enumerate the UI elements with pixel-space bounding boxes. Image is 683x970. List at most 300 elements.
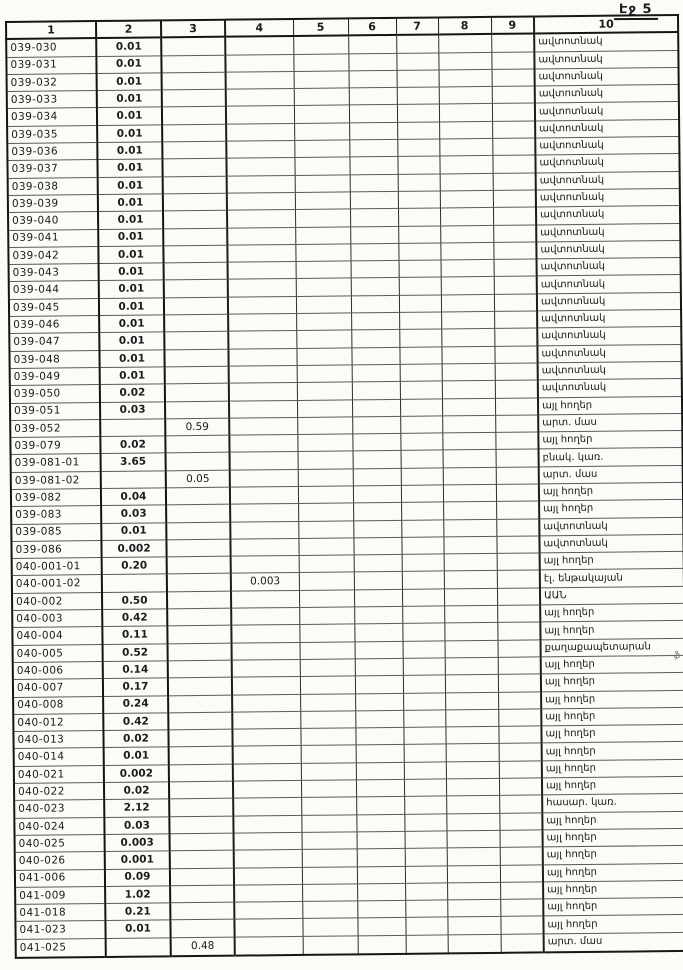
cell-empty: [492, 138, 535, 156]
cell-empty: [403, 710, 445, 728]
cell-empty: [404, 762, 446, 780]
cell-empty: [443, 519, 496, 537]
cell-area-col4: [229, 365, 297, 383]
cell-empty: [498, 691, 541, 709]
cell-area-col2: 0.42: [102, 609, 167, 627]
cell-empty: [403, 692, 445, 710]
cell-area-col4: [230, 521, 298, 539]
cell-empty: [494, 259, 537, 277]
cell-empty: [355, 658, 403, 676]
cell-area-col3: [163, 245, 227, 263]
cell-area-col3: [163, 228, 227, 246]
cell-empty: [396, 53, 438, 71]
cell-empty: [358, 935, 406, 954]
cell-land-use: ավտոտնակ: [536, 171, 680, 190]
cell-empty: [299, 590, 354, 608]
cell-area-col3: [170, 850, 234, 868]
cell-empty: [399, 312, 441, 330]
cell-empty: [297, 382, 352, 400]
cell-empty: [405, 883, 447, 901]
cell-land-use: ավտոտնակ: [535, 119, 679, 138]
cell-land-use: հասար. կառ.: [542, 794, 683, 813]
cell-area-col3: [170, 868, 234, 886]
cell-area-col4: [232, 642, 300, 660]
cell-empty: [399, 295, 441, 313]
cell-area-col3: [166, 522, 230, 540]
cell-area-col3: [162, 141, 226, 159]
cell-land-use: այլ հողեր: [541, 673, 683, 692]
cell-code: 039-082: [11, 489, 101, 507]
cell-empty: [448, 934, 501, 953]
cell-code: 041-009: [15, 886, 105, 904]
cell-code: 040-002: [12, 592, 102, 610]
cell-empty: [441, 277, 494, 295]
cell-area-col2: 0.01: [97, 142, 162, 160]
cell-empty: [445, 640, 498, 658]
cell-empty: [400, 364, 442, 382]
cell-empty: [438, 52, 491, 70]
cell-area-col2: 0.001: [105, 851, 170, 869]
cell-area-col4: [234, 867, 302, 885]
cell-code: 040-008: [13, 696, 103, 714]
cell-area-col4: [233, 780, 301, 798]
cell-land-use: այլ հողեր: [542, 759, 683, 778]
cell-code: 039-081-01: [11, 454, 101, 472]
cell-code: 039-079: [10, 437, 100, 455]
cell-land-use: ավտոտնակ: [537, 309, 681, 328]
cell-empty: [404, 744, 446, 762]
cell-code: 040-001-01: [12, 558, 102, 576]
cell-area-col3: [166, 539, 230, 557]
column-header-1: 1: [6, 21, 96, 39]
cell-area-col3: [168, 729, 232, 747]
cell-area-col4: [230, 452, 298, 470]
cell-empty: [498, 640, 541, 658]
cell-area-col4: [226, 106, 294, 124]
cell-area-col3: [167, 626, 231, 644]
cell-empty: [351, 295, 399, 313]
cell-empty: [403, 641, 445, 659]
cell-area-col2: [101, 471, 166, 489]
cell-area-col2: [100, 419, 165, 437]
cell-area-col2: 0.002: [101, 540, 166, 558]
cell-empty: [349, 88, 397, 106]
cell-area-col3: [167, 608, 231, 626]
cell-area-col3: [164, 297, 228, 315]
cell-area-col4: [230, 538, 298, 556]
cell-code: 040-023: [14, 800, 104, 818]
cell-area-col3: [166, 487, 230, 505]
cell-area-col3: [168, 660, 232, 678]
cell-code: 039-086: [11, 540, 101, 558]
cell-code: 040-004: [12, 627, 102, 645]
cell-area-col2: [106, 938, 171, 957]
scanned-sheet: [5, 14, 683, 959]
cell-empty: [298, 503, 353, 521]
cell-empty: [493, 207, 536, 225]
cell-empty: [445, 727, 498, 745]
cell-empty: [406, 935, 448, 954]
cell-area-col4: [228, 313, 296, 331]
cell-area-col2: 0.01: [100, 367, 165, 385]
cell-area-col4: [230, 469, 298, 487]
cell-area-col2: 0.01: [99, 280, 164, 298]
cell-empty: [293, 53, 348, 71]
cell-empty: [294, 157, 349, 175]
cell-area-col2: 0.11: [102, 626, 167, 644]
cell-code: 039-050: [10, 385, 100, 403]
cell-empty: [500, 916, 543, 934]
cell-area-col4: [226, 123, 294, 141]
cell-code: 039-038: [8, 177, 98, 195]
cell-empty: [402, 571, 444, 589]
cell-code: 040-006: [13, 661, 103, 679]
cell-empty: [298, 538, 353, 556]
cell-empty: [400, 433, 442, 451]
cell-empty: [356, 797, 404, 815]
cell-empty: [303, 936, 358, 955]
cell-empty: [405, 865, 447, 883]
cell-area-col2: 0.01: [97, 90, 162, 108]
cell-empty: [444, 588, 497, 606]
cell-empty: [441, 329, 494, 347]
cell-empty: [441, 260, 494, 278]
cell-empty: [442, 363, 495, 381]
cell-empty: [494, 294, 537, 312]
cell-empty: [354, 555, 402, 573]
cell-area-col3: 0.48: [171, 937, 235, 956]
cell-empty: [301, 780, 356, 798]
land-register-table: [5, 14, 683, 959]
cell-empty: [350, 191, 398, 209]
cell-area-col3: [167, 591, 231, 609]
cell-area-col4: [234, 850, 302, 868]
cell-empty: [356, 762, 404, 780]
cell-area-col2: 0.14: [103, 661, 168, 679]
handwritten-margin-mark: ֆ: [671, 650, 681, 662]
cell-area-col4: [228, 331, 296, 349]
cell-area-col2: 0.42: [103, 713, 168, 731]
cell-empty: [441, 311, 494, 329]
cell-empty: [398, 174, 440, 192]
cell-empty: [447, 899, 500, 917]
cell-empty: [402, 589, 444, 607]
cell-empty: [300, 728, 355, 746]
cell-code: 040-026: [15, 852, 105, 870]
cell-code: 041-025: [16, 938, 106, 958]
cell-empty: [295, 226, 350, 244]
column-header-9: 9: [491, 16, 534, 33]
cell-land-use: այլ հողեր: [543, 880, 683, 899]
cell-area-col4: [234, 902, 302, 920]
cell-empty: [497, 605, 540, 623]
cell-land-use: էլ. ենթակայան: [540, 569, 683, 588]
cell-empty: [439, 87, 492, 105]
cell-empty: [445, 709, 498, 727]
cell-empty: [352, 382, 400, 400]
cell-code: 039-042: [8, 246, 98, 264]
cell-empty: [399, 260, 441, 278]
cell-code: 040-005: [13, 644, 103, 662]
cell-empty: [355, 641, 403, 659]
cell-empty: [446, 761, 499, 779]
cell-empty: [440, 225, 493, 243]
cell-empty: [353, 537, 401, 555]
cell-area-col2: 0.17: [103, 678, 168, 696]
cell-empty: [295, 244, 350, 262]
cell-empty: [295, 175, 350, 193]
cell-area-col4: [227, 244, 295, 262]
cell-empty: [353, 485, 401, 503]
cell-empty: [300, 693, 355, 711]
cell-empty: [295, 192, 350, 210]
cell-empty: [442, 432, 495, 450]
cell-empty: [404, 796, 446, 814]
cell-empty: [357, 900, 405, 918]
cell-empty: [301, 814, 356, 832]
cell-empty: [493, 224, 536, 242]
cell-area-col2: 0.03: [100, 401, 165, 419]
cell-code: 039-037: [7, 160, 97, 178]
cell-empty: [302, 884, 357, 902]
cell-empty: [352, 364, 400, 382]
cell-land-use: այլ հողեր: [543, 863, 683, 882]
cell-code: 040-003: [12, 610, 102, 628]
cell-land-use: ավտոտնակ: [536, 206, 680, 225]
cell-land-use: արտ. մաս: [539, 465, 683, 484]
cell-area-col2: 0.01: [99, 315, 164, 333]
cell-empty: [446, 813, 499, 831]
cell-area-col3: 0.05: [166, 470, 230, 488]
cell-area-col3: [165, 435, 229, 453]
cell-area-col2: 0.01: [99, 263, 164, 281]
cell-empty: [499, 813, 542, 831]
cell-empty: [349, 139, 397, 157]
cell-area-col2: 0.50: [102, 592, 167, 610]
cell-empty: [350, 226, 398, 244]
cell-empty: [446, 796, 499, 814]
cell-code: 039-036: [7, 143, 97, 161]
cell-code: 039-041: [8, 229, 98, 247]
column-header-7: 7: [396, 17, 438, 34]
cell-empty: [401, 520, 443, 538]
cell-area-col3: [169, 764, 233, 782]
cell-empty: [447, 882, 500, 900]
cell-land-use: ավտոտնակ: [538, 379, 682, 398]
cell-code: 039-039: [8, 194, 98, 212]
cell-empty: [402, 554, 444, 572]
cell-empty: [498, 726, 541, 744]
cell-empty: [441, 294, 494, 312]
cell-land-use: այլ հողեր: [543, 898, 683, 917]
cell-empty: [443, 450, 496, 468]
cell-land-use: արտ. մաս: [544, 932, 683, 952]
cell-empty: [446, 778, 499, 796]
cell-empty: [397, 122, 439, 140]
cell-area-col2: 0.20: [102, 557, 167, 575]
cell-code: 040-001-02: [12, 575, 102, 593]
cell-empty: [349, 70, 397, 88]
cell-empty: [399, 329, 441, 347]
cell-area-col3: [170, 902, 234, 920]
cell-land-use: այլ հողեր: [542, 742, 683, 761]
cell-area-col4: [232, 659, 300, 677]
cell-code: 039-033: [7, 91, 97, 109]
cell-area-col2: 1.02: [105, 886, 170, 904]
cell-land-use: ավտոտնակ: [535, 67, 679, 86]
cell-land-use: այլ հողեր: [542, 828, 683, 847]
cell-empty: [302, 918, 357, 936]
cell-area-col2: 0.01: [98, 228, 163, 246]
cell-area-col3: [168, 712, 232, 730]
cell-empty: [294, 71, 349, 89]
cell-empty: [497, 622, 540, 640]
cell-empty: [499, 743, 542, 761]
cell-empty: [294, 88, 349, 106]
column-header-2: 2: [96, 20, 161, 38]
cell-area-col4: [233, 746, 301, 764]
cell-empty: [494, 276, 537, 294]
cell-empty: [496, 449, 539, 467]
cell-code: 039-043: [9, 264, 99, 282]
cell-empty: [447, 917, 500, 935]
cell-area-col4: [232, 729, 300, 747]
cell-empty: [500, 882, 543, 900]
cell-empty: [298, 451, 353, 469]
cell-empty: [493, 190, 536, 208]
cell-area-col4: [227, 175, 295, 193]
cell-area-col4: [233, 815, 301, 833]
cell-area-col3: [162, 159, 226, 177]
cell-empty: [297, 434, 352, 452]
cell-empty: [298, 486, 353, 504]
cell-land-use: այլ հողեր: [539, 482, 683, 501]
cell-empty: [351, 261, 399, 279]
cell-empty: [498, 674, 541, 692]
cell-land-use: ավտոտնակ: [539, 534, 683, 553]
cell-empty: [356, 814, 404, 832]
cell-area-col3: [162, 107, 226, 125]
table-body: [6, 32, 683, 958]
cell-empty: [446, 744, 499, 762]
cell-area-col4: [230, 486, 298, 504]
cell-empty: [439, 156, 492, 174]
cell-empty: [495, 397, 538, 415]
cell-empty: [442, 381, 495, 399]
cell-empty: [497, 553, 540, 571]
cell-area-col2: 0.003: [105, 834, 170, 852]
cell-empty: [440, 208, 493, 226]
cell-empty: [494, 346, 537, 364]
cell-empty: [496, 484, 539, 502]
cell-empty: [294, 105, 349, 123]
cell-empty: [500, 830, 543, 848]
cell-area-col2: 0.01: [98, 176, 163, 194]
cell-empty: [397, 139, 439, 157]
cell-area-col2: 0.03: [101, 505, 166, 523]
cell-empty: [496, 501, 539, 519]
cell-land-use: ավտոտնակ: [535, 136, 679, 155]
cell-empty: [398, 225, 440, 243]
cell-code: 039-046: [9, 316, 99, 334]
cell-empty: [351, 330, 399, 348]
cell-area-col3: [163, 176, 227, 194]
cell-area-col4: [225, 54, 293, 72]
cell-empty: [401, 450, 443, 468]
cell-land-use: այլ հողեր: [541, 725, 683, 744]
cell-land-use: արտ. մաս: [538, 413, 682, 432]
cell-empty: [296, 261, 351, 279]
cell-empty: [447, 848, 500, 866]
cell-empty: [405, 917, 447, 935]
cell-area-col2: 0.01: [98, 194, 163, 212]
cell-empty: [353, 468, 401, 486]
cell-empty: [445, 675, 498, 693]
cell-area-col2: 0.01: [98, 211, 163, 229]
cell-land-use: այլ հողեր: [542, 811, 683, 830]
cell-empty: [401, 537, 443, 555]
cell-empty: [295, 209, 350, 227]
cell-empty: [399, 277, 441, 295]
cell-empty: [445, 692, 498, 710]
cell-area-col3: [165, 366, 229, 384]
cell-land-use: ավտոտնակ: [535, 154, 679, 173]
cell-land-use: քաղաքապետարան: [541, 638, 683, 657]
cell-empty: [299, 572, 354, 590]
cell-area-col3: [167, 556, 231, 574]
cell-empty: [355, 676, 403, 694]
cell-area-col4: [228, 348, 296, 366]
cell-area-col2: [102, 574, 167, 592]
cell-code: 039-052: [10, 419, 100, 437]
cell-empty: [397, 104, 439, 122]
cell-area-col4: [233, 763, 301, 781]
cell-area-col3: [163, 210, 227, 228]
cell-empty: [495, 415, 538, 433]
cell-land-use: ավտոտնակ: [535, 102, 679, 121]
cell-empty: [499, 795, 542, 813]
cell-area-col4: [225, 36, 293, 55]
cell-empty: [296, 313, 351, 331]
cell-area-col2: 0.01: [98, 246, 163, 264]
cell-land-use: այլ հողեր: [543, 846, 683, 865]
cell-empty: [492, 86, 535, 104]
cell-empty: [356, 745, 404, 763]
cell-empty: [404, 779, 446, 797]
cell-area-col4: [235, 936, 303, 956]
cell-empty: [491, 33, 534, 52]
cell-empty: [352, 399, 400, 417]
cell-area-col3: [166, 453, 230, 471]
cell-area-col2: 0.02: [100, 384, 165, 402]
cell-code: 040-013: [13, 731, 103, 749]
cell-area-col2: 2.12: [104, 799, 169, 817]
cell-code: 041-018: [15, 904, 105, 922]
cell-land-use: այլ հողեր: [541, 707, 683, 726]
cell-area-col3: [168, 695, 232, 713]
cell-empty: [349, 122, 397, 140]
cell-empty: [357, 831, 405, 849]
cell-land-use: այլ հողեր: [538, 431, 682, 450]
cell-area-col2: 0.01: [97, 159, 162, 177]
cell-empty: [443, 502, 496, 520]
cell-area-col2: 0.01: [97, 107, 162, 125]
cell-land-use: ավտոտնակ: [534, 32, 678, 52]
cell-land-use: այլ հողեր: [542, 776, 683, 795]
cell-area-col4: [232, 694, 300, 712]
cell-area-col3: [162, 89, 226, 107]
cell-land-use: այլ հողեր: [540, 621, 683, 640]
